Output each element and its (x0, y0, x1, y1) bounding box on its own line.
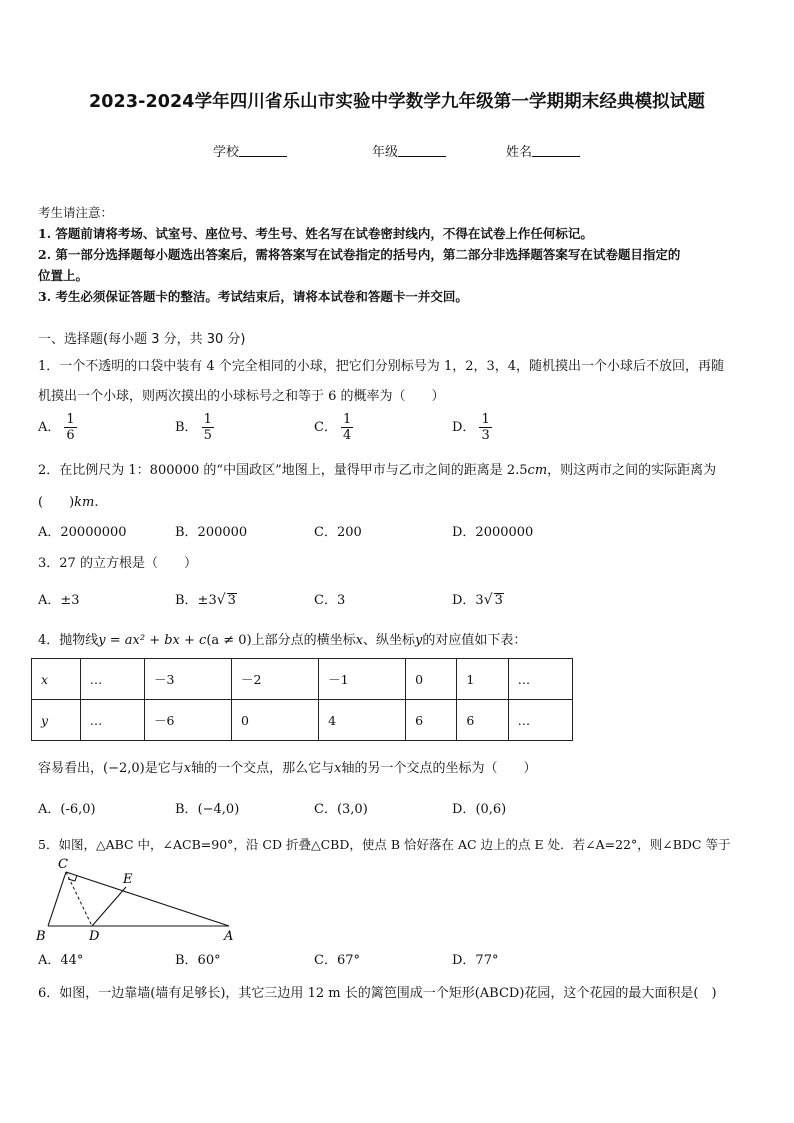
numerator: 1 (66, 412, 75, 427)
table-row-x (32, 659, 573, 700)
grade-field (372, 141, 446, 160)
grade-blank (398, 144, 446, 157)
denominator: 3 (481, 428, 490, 443)
label-e: E (123, 872, 133, 887)
q6-text-post: 长的篱笆围成一个矩形(ABCD)花园，这个花园的最大面积是( ) (340, 986, 717, 1001)
table-cell: 1 (457, 659, 508, 700)
table-cell: －2 (232, 659, 319, 700)
notice-item-1: 1. 答题前请将考场、试室号、座位号、考生号、姓名写在试卷密封线内，不得在试卷上作任何标记。 (38, 226, 593, 241)
q1-option-d (452, 412, 492, 443)
q2-unit-cm: cm (527, 463, 548, 478)
q4-formula: y = ax² + bx + c (98, 633, 207, 648)
q4-y-var: y (415, 633, 423, 648)
q5-option-d: D．77° (452, 953, 499, 968)
q4-x-var: x (355, 633, 364, 648)
q4-axis: x (334, 761, 342, 776)
denominator: 6 (66, 428, 75, 443)
table-row-y (32, 700, 573, 741)
q6-text: 6．如图，一边靠墙(墙有足够长)，其它三边用 (38, 986, 308, 1001)
q1-stem-line2: 机摸出一个小球，则两次摸出的小球标号之和等于 6 的概率为（ ） (38, 389, 445, 404)
segment-de (92, 887, 126, 926)
q6-length: 12 (307, 986, 325, 1001)
numerator: 1 (481, 412, 490, 427)
q3-option-c: C．3 (314, 593, 346, 608)
q4-option-b (175, 798, 239, 817)
cell-text: x (41, 671, 49, 687)
side-cb (48, 872, 66, 926)
denominator: 4 (342, 428, 352, 443)
option-label: C． (314, 802, 337, 817)
notice-item-3: 3. 考生必须保证答题卡的整洁。考试结束后，请将本试卷和答题卡一并交回。 (38, 289, 468, 304)
table-cell: … (508, 700, 572, 741)
radical-icon: √ (483, 592, 493, 608)
option-value: (−4,0) (197, 802, 240, 817)
label-b: B (36, 929, 46, 944)
q2-unit-km: km (74, 495, 95, 510)
table-cell: 4 (319, 700, 406, 741)
option-label: B． (175, 802, 198, 817)
q2-option-c: C．200 (314, 525, 362, 540)
name-field (506, 141, 580, 160)
q2-stem-line1 (38, 459, 716, 478)
q2-option-a: A．20000000 (38, 525, 127, 540)
option-label: D．3 (452, 593, 484, 608)
q4-text-post: 的对应值如下表： (422, 633, 527, 648)
q1-option-c (314, 412, 353, 443)
q2-option-b: B．200000 (175, 525, 248, 540)
school-label: 学校 (213, 145, 240, 160)
name-label: 姓名 (506, 145, 533, 160)
q4-option-c (314, 798, 368, 817)
school-field (213, 141, 287, 160)
option-label: A． (38, 802, 61, 817)
label-c: C (58, 857, 68, 872)
cell-text: y (41, 712, 49, 728)
option-value: (-6,0) (60, 802, 96, 817)
denominator: 5 (203, 428, 212, 443)
q4-option-d (452, 798, 506, 817)
q4-follow-post: 轴的另一个交点的坐标为（ ） (341, 761, 537, 776)
q5-stem: 5．如图，△ABC 中，∠ACB=90°，沿 CD 折叠△CBD，使点 B 恰好落在 AC 边上的点 E 处．若∠A=22°，则∠BDC 等于 (38, 837, 731, 852)
fraction (341, 412, 353, 443)
q2-blank: ( ) (38, 495, 75, 510)
q4-option-a (38, 798, 96, 817)
option-label: D． (452, 802, 476, 817)
radical-icon: √ (216, 592, 226, 608)
notice-item-2-cont: 位置上。 (38, 268, 89, 283)
notice-item-2: 2. 第一部分选择题每小题选出答案后，需将答案写在试卷指定的括号内，第二部分非选择题答案写在试卷题目指定的 (38, 247, 681, 262)
q4-text: 4．抛物线 (38, 633, 99, 648)
option-label: B．±3 (175, 593, 217, 608)
option-label: B． (175, 420, 198, 435)
q4-axis: x (183, 761, 192, 776)
label-a: A (224, 929, 234, 944)
table-cell: －1 (319, 659, 406, 700)
q4-text-sep: 、纵坐标 (363, 633, 416, 648)
table-cell: 0 (406, 659, 457, 700)
q6-unit: m (328, 986, 341, 1001)
numerator: 1 (342, 412, 352, 427)
q2-period: . (94, 495, 99, 510)
option-label: A． (38, 420, 61, 435)
name-blank (532, 144, 580, 157)
grade-label: 年级 (372, 145, 399, 160)
fraction (202, 412, 214, 443)
q4-stem (38, 629, 526, 648)
fraction (479, 412, 491, 443)
table-cell: －6 (145, 700, 232, 741)
table-cell (32, 700, 81, 741)
numerator: 1 (203, 412, 212, 427)
q2-text-cont: ，则这两市之间的实际距离为 (547, 463, 717, 478)
q5-option-c: C．67° (314, 953, 360, 968)
option-value: (3,0) (336, 802, 368, 817)
q3-stem: 3．27 的立方根是（ ） (38, 556, 197, 571)
fraction (64, 412, 76, 443)
q4-follow-mid: 是它与 (144, 761, 184, 776)
option-value: (0,6) (475, 802, 507, 817)
q1-option-a (38, 412, 77, 443)
section-heading: 一、选择题(每小题 3 分，共 30 分) (38, 332, 246, 347)
q1-option-b (175, 412, 214, 443)
q3-option-b (175, 589, 237, 608)
triangle-figure (30, 856, 245, 946)
option-label: C． (314, 420, 337, 435)
value-table (31, 658, 573, 741)
q4-point: (−2,0) (103, 761, 145, 776)
table-cell: … (80, 700, 144, 741)
q4-text-mid: 上部分点的横坐标 (251, 633, 356, 648)
q6-stem (38, 982, 717, 1001)
q4-follow-text: 容易看出， (38, 761, 104, 776)
q2-option-d: D．2000000 (452, 525, 534, 540)
fold-line-cd (66, 872, 92, 926)
q2-text: 2．在比例尺为 1：800000 的“中国政区”地图上，量得甲市与乙市之间的距离是 (38, 463, 507, 478)
q5-option-b: B．60° (175, 953, 221, 968)
q4-followup (38, 757, 536, 776)
notice-heading: 考生请注意： (38, 205, 114, 220)
school-blank (239, 144, 287, 157)
radicand: 3 (227, 593, 236, 608)
q1-stem-line1: 1．一个不透明的口袋中装有 4 个完全相同的小球，把它们分别标号为 1，2，3，4，随机摸出一个小球后不放回，再随 (38, 359, 725, 374)
table-cell: 6 (406, 700, 457, 741)
q4-follow-mid2: 轴的一个交点，那么它与 (191, 761, 335, 776)
table-cell (32, 659, 81, 700)
table-cell: 6 (457, 700, 508, 741)
radicand: 3 (494, 593, 503, 608)
table-cell: … (508, 659, 572, 700)
q2-distance: 2.5 (506, 463, 528, 478)
table-cell: 0 (232, 700, 319, 741)
q4-condition: (a ≠ 0) (206, 633, 252, 648)
table-cell: －3 (145, 659, 232, 700)
q5-option-a: A．44° (38, 953, 84, 968)
table-cell: … (80, 659, 144, 700)
side-ca (66, 872, 229, 926)
option-label: D． (452, 420, 476, 435)
label-d: D (89, 929, 100, 944)
q3-option-a: A．±3 (38, 593, 80, 608)
q3-option-d (452, 589, 504, 608)
exam-title: 2023-2024学年四川省乐山市实验中学数学九年级第一学期期末经典模拟试题 (89, 92, 705, 112)
q2-stem-line2 (38, 491, 99, 510)
